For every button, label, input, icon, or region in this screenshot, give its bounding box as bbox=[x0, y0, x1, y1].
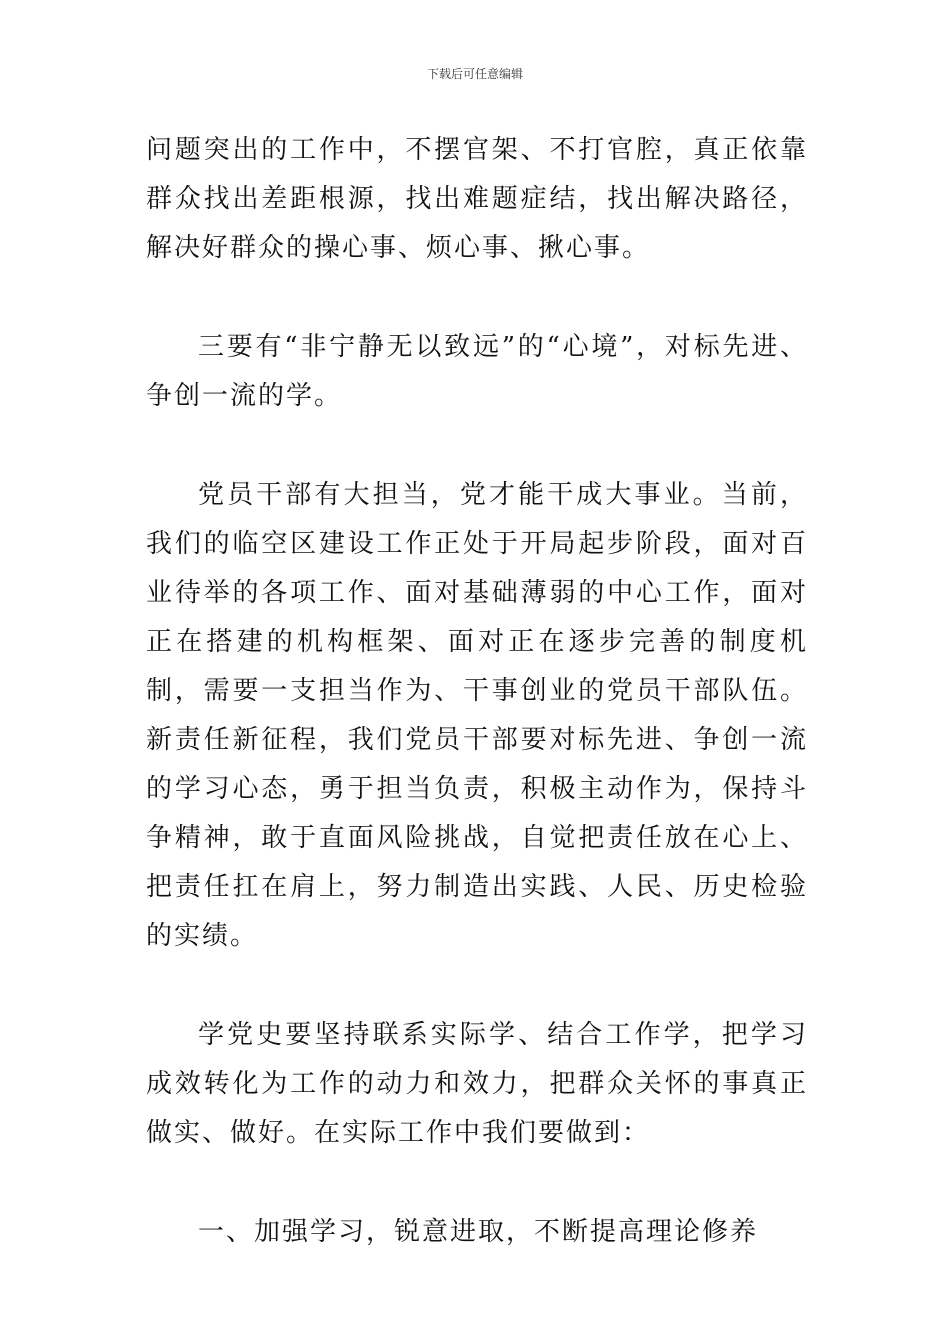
paragraph-section-heading: 三要有“非宁静无以致远”的“心境”，对标先进、争创一流的学。 bbox=[146, 332, 808, 411]
paragraph-body: 学党史要坚持联系实际学、结合工作学，把学习成效转化为工作的动力和效力，把群众关怀的事真正做实、做好。在实际工作中我们要做到： bbox=[146, 1020, 808, 1148]
paragraph-subheading: 一、加强学习，锐意进取，不断提高理论修养 bbox=[198, 1217, 759, 1247]
paragraph-body: 党员干部有大担当，党才能干成大事业。当前，我们的临空区建设工作正处于开局起步阶段，面对百业待举的各项工作、面对基础薄弱的中心工作，面对正在搭建的机构框架、面对正在逐步完善的制度机制，需要一支担当作为、干事创业的党员干部队伍。新责任新征程，我们党员干部要对标先进、争创一流的学习心态，勇于担当负责，积极主动作为，保持斗争精神，敢于直面风险挑战，自觉把责任放在心上、把责任扛在肩上，努力制造出实践、人民、历史检验的实绩。 bbox=[146, 480, 808, 951]
document-body bbox=[146, 126, 808, 1257]
page-header-note: 下载后可任意编辑 bbox=[426, 67, 523, 81]
paragraph-continuation: 问题突出的工作中，不摆官架、不打官腔，真正依靠群众找出差距根源，找出难题症结，找出解决路径，解决好群众的操心事、烦心事、揪心事。 bbox=[146, 135, 808, 263]
